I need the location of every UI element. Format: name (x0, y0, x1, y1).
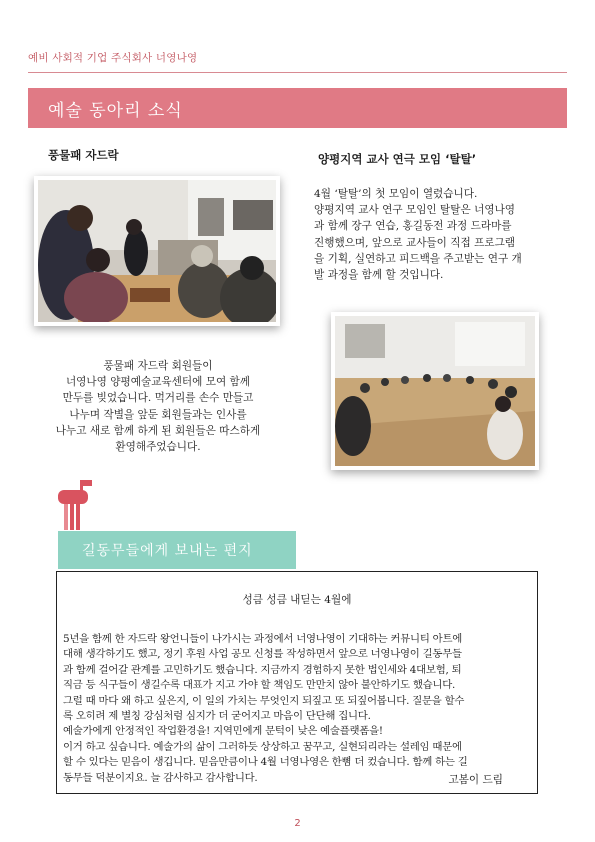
letter-line: 대해 생각하기도 했고, 정기 후원 사업 공모 신청를 작성하면서 앞으로 너영나영이 길동무들 (63, 648, 462, 661)
header-divider (28, 72, 567, 73)
caption-line: 풍물패 자드락 회원들이 (103, 360, 213, 372)
body-line: 진행했으며, 앞으로 교사들이 직접 프로그램 (314, 236, 516, 249)
letter-banner-title: 길동무들에게 보내는 편지 (82, 543, 253, 559)
letter-box (56, 571, 538, 794)
left-article-title: 풍물패 자드락 (48, 148, 119, 162)
caption-line: 만두를 빚었습니다. 먹거리를 손수 만들고 (62, 392, 254, 405)
page-number: 2 (294, 818, 301, 829)
letter-line: 과 함께 걸어갈 관계를 고민하기도 했습니다. 지금까지 경험하지 못한 법인세와 4대보험, 퇴 (63, 663, 462, 676)
organization-name: 예비 사회적 기업 주식회사 너영나영 (28, 52, 198, 64)
right-article-title: 양평지역 교사 연극 모임 ‘탈탈’ (318, 152, 477, 166)
letter-line: 이거 하고 싶습니다. 예술가의 삶이 그러하듯 상상하고 꿈꾸고, 실현되리라는 설레임 때문에 (63, 740, 462, 753)
right-article-body (314, 186, 554, 283)
body-line: 과 함께 장구 연습, 홍길동전 과정 드라마를 (314, 220, 512, 233)
caption-line: 나누고 새로 함께 하게 된 회원들은 따스하게 (55, 424, 261, 437)
section-banner (28, 88, 567, 128)
section-title: 예술 동아리 소식 (48, 101, 183, 121)
letter-line: 5년을 함께 한 자드락 왕언니들이 나가시는 과정에서 너영나영이 기대하는 커뮤니티 아트에 (63, 633, 463, 645)
letter-line: 할 수 있다는 믿음이 생깁니다. 믿음만큼이나 4월 너영나영은 한뼘 더 컸습니다. 함께 하는 길 (63, 756, 468, 769)
letter-title: 성큼 성큼 내딛는 4월에 (242, 594, 352, 606)
body-line: 을 기획, 실연하고 피드백을 주고받는 연구 개 (314, 252, 522, 265)
letter-signature: 고봄이 드림 (448, 774, 503, 786)
mailbox-icon (56, 480, 98, 530)
letter-line: 록 오히려 제 별칭 강심처럼 심지가 더 굳어지고 마음이 단단해 집니다. (63, 710, 371, 723)
caption-line: 나누며 작별을 앞둔 회원들과는 인사를 (69, 408, 247, 421)
letter-banner (58, 531, 296, 569)
letter-body (63, 632, 533, 786)
teachers-circle-photo (331, 312, 539, 470)
body-line: 양평지역 교사 연구 모임인 탈탈은 너영나영 (314, 204, 516, 217)
letter-line: 그럴 때 마다 왜 하고 싶은지, 이 일의 가치는 무엇인지 되짚고 또 되짚어봅니다. 질문을 할수 (63, 694, 465, 707)
body-line: 발 과정을 함께 할 것입니다. (314, 269, 444, 282)
letter-line: 동무들 덕분이지요. 늘 감사하고 감사합니다. (63, 771, 258, 784)
body-line: 4월 ‘탈탈’의 첫 모임이 열렸습니다. (314, 188, 478, 200)
caption-line: 환영해주었습니다. (115, 441, 201, 454)
caption-line: 너영나영 양평예술교육센터에 모여 함께 (65, 376, 251, 389)
letter-line: 직금 등 식구들이 생길수록 대표가 지고 가야 할 책임도 만만치 않아 불안하기도 했습니다. (63, 679, 456, 692)
letter-line: 예술가에게 안정적인 작업환경을! 지역민에게 문턱이 낮은 예술플랫폼을! (63, 725, 383, 738)
left-article-caption (38, 358, 278, 455)
dumpling-making-photo (34, 176, 280, 326)
